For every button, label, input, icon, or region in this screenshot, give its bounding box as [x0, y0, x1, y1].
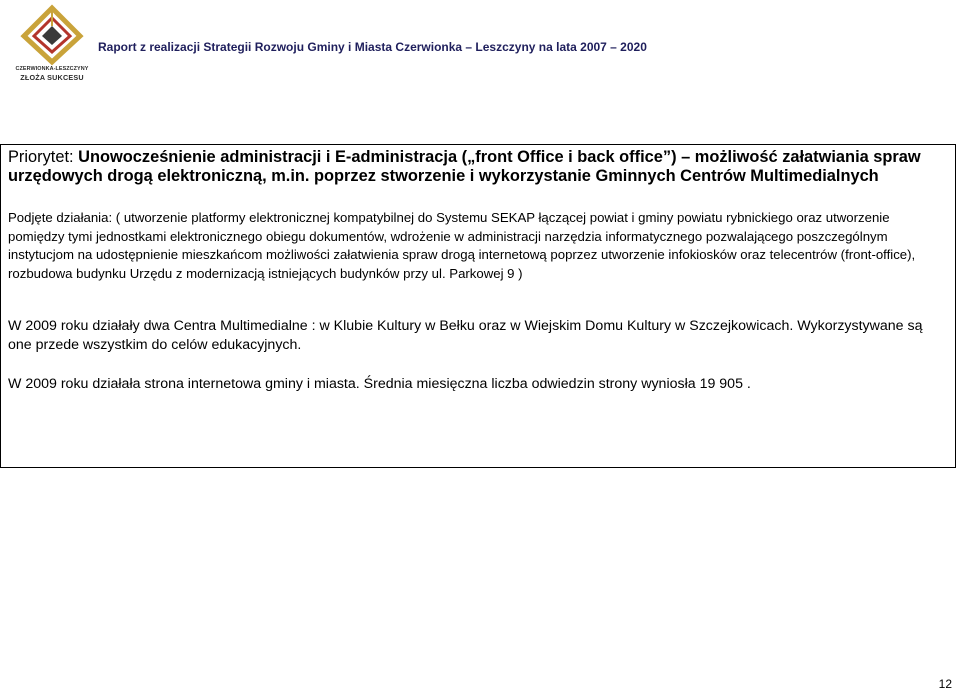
- content-frame: [0, 144, 956, 468]
- logo-line-1: CZERWIONKA-LESZCZYNY: [15, 66, 89, 72]
- diamond-emblem-icon: [8, 4, 96, 66]
- multimedia-centers-paragraph: W 2009 roku działały dwa Centra Multimedialne : w Klubie Kultury w Bełku oraz w Wiejskim Domu Kultury w Szczejkowicach. Wykorzystywane są one przede wszystkim do celów edukacyjnych.: [8, 318, 923, 353]
- report-header-title: Raport z realizacji Strategii Rozwoju Gminy i Miasta Czerwionka – Leszczyny na lata 2007 – 2020: [98, 40, 647, 54]
- website-stats-paragraph: W 2009 roku działała strona internetowa gminy i miasta. Średnia miesięczna liczba odwiedzin strony wyniosła 19 905 .: [8, 376, 751, 392]
- logo-line-2: ZŁOŻA SUKCESU: [20, 73, 84, 82]
- priority-heading: [8, 148, 949, 186]
- page-number: 12: [938, 677, 952, 691]
- priority-title: Unowocześnienie administracji i E-administracja („front Office i back office”) – możliwość załatwiania spraw urzędowych drogą elektroniczną, m.in. poprzez stworzenie i wykorzystanie Gminnych Centrów Multimedialnych: [8, 148, 921, 185]
- actions-taken-text: Podjęte działania: ( utworzenie platformy elektronicznej kompatybilnej do Systemu SEKAP łączącej powiat i gminy powiatu rybnickiego oraz utworzenie pomiędzy tymi jednostkami elektronicznego obiegu dokumentów, wdrożenie w administracji narzędzia informatycznego pozwalającego poszczególnym instytucjom na udostępnienie mieszkańcom możliwości załatwienia spraw drogą internetową poprzez utworzenie infokiosków oraz telecentrów (front-office), rozbudowa budynku Urzędu z modernizacją istniejących budynków przy ul. Parkowej 9 ): [8, 210, 916, 281]
- municipality-logo: [8, 4, 96, 88]
- priority-label: Priorytet:: [8, 148, 79, 166]
